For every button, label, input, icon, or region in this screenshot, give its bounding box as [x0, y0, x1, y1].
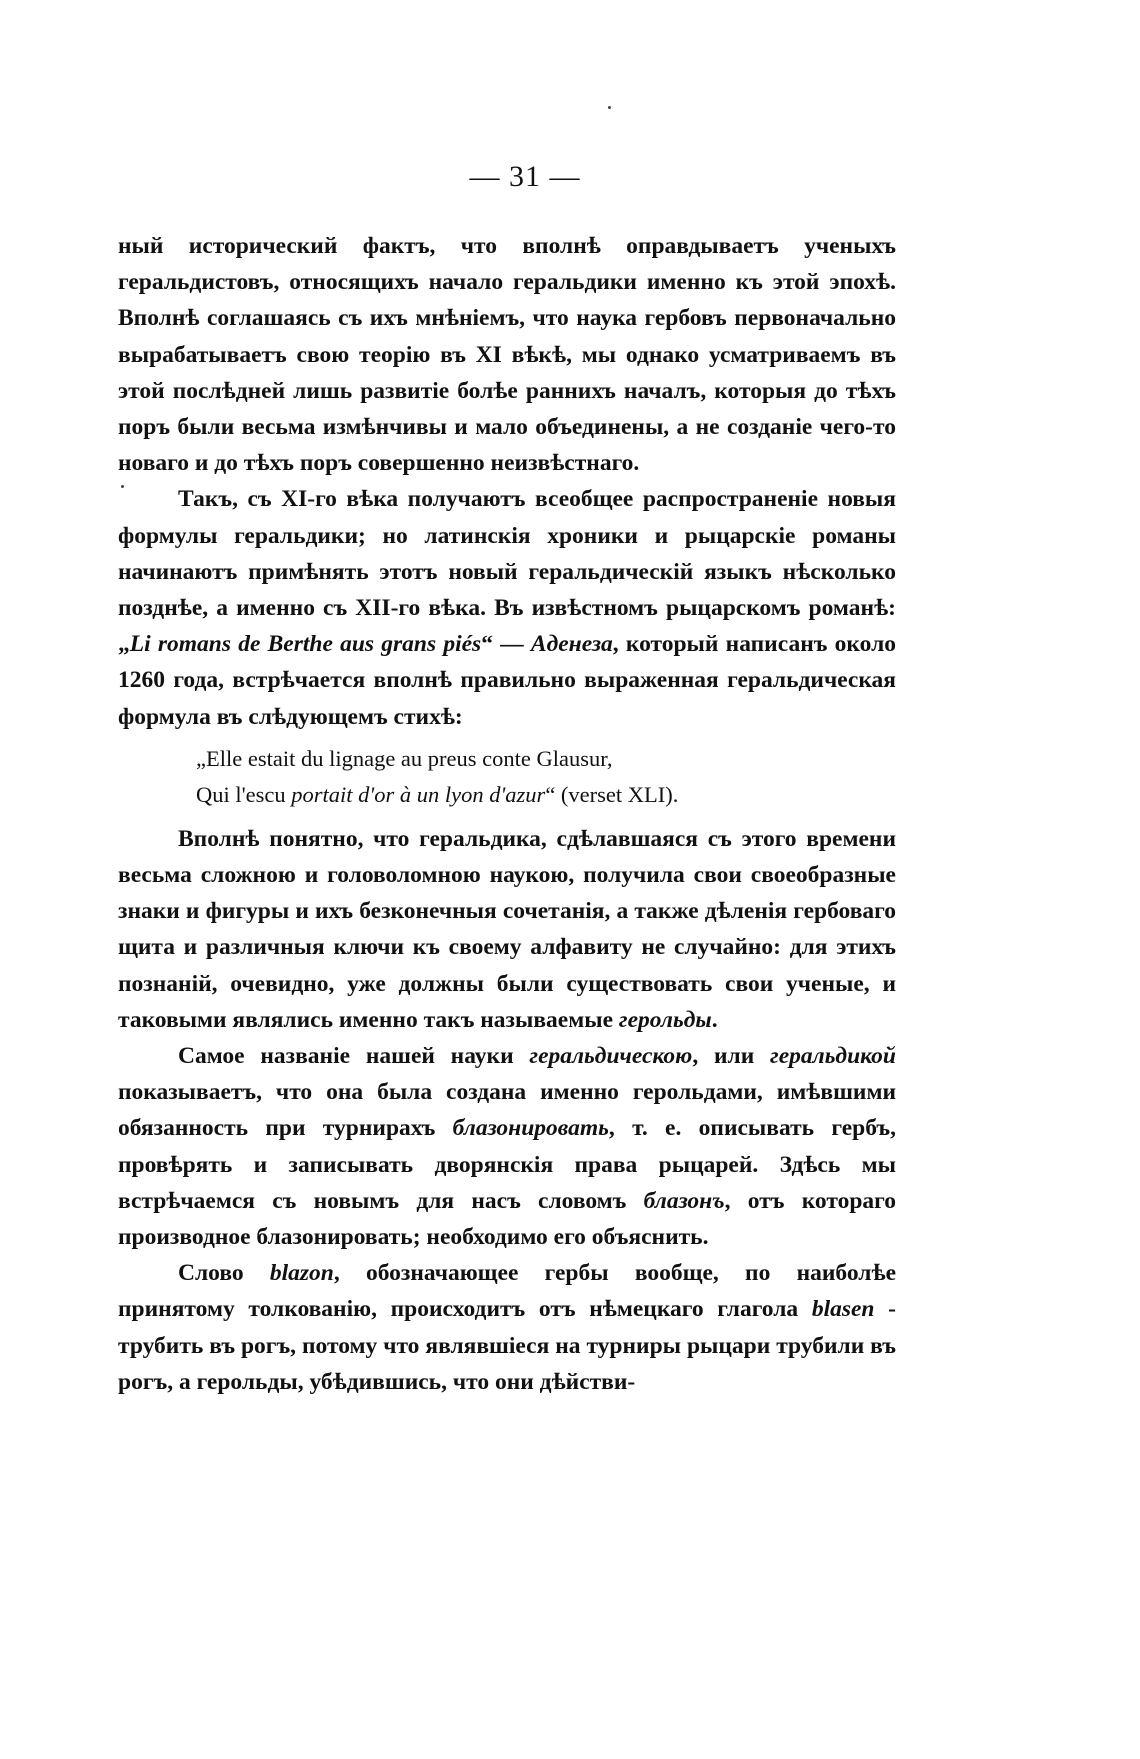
italic-run: блазонъ	[643, 1187, 725, 1214]
italic-run: blazon	[269, 1260, 334, 1287]
verse-quote	[118, 741, 896, 813]
italic-run: Li romans de Berthe aus grans piés	[129, 631, 482, 658]
text-run: Qui l'escu	[196, 781, 292, 807]
italic-run: portait d'or à un lyon d'azur	[291, 781, 546, 807]
italic-run: геральдическою	[529, 1043, 693, 1070]
verse-line-2	[196, 777, 896, 813]
text-run: - трубить въ рогъ, потому что являвшіеся на турниры рыцари трубили въ рогъ, а герольды, убѣдившись, что они дѣйстви-	[118, 1296, 896, 1395]
paragraph-4	[118, 1038, 896, 1255]
text-run: , обозначающее гербы вообще, по наиболѣе принятому толкованію, происходитъ отъ нѣмецкаго глагола	[118, 1260, 896, 1323]
text-run: “ —	[481, 631, 531, 658]
text-run: , т. е. описывать гербъ, провѣрять и записывать дворянскія права рыцарей. Здѣсь мы встрѣчаемся съ новымъ для насъ словомъ	[118, 1115, 896, 1214]
text-run: Слово	[178, 1260, 270, 1287]
text-run: , отъ котораго производное блазонировать; необходимо его объяснить.	[118, 1187, 896, 1251]
text-run: “ (verset XLI).	[545, 781, 679, 807]
text-run: „Elle estait du lignage au preus conte Glausur,	[196, 745, 613, 771]
scan-speck	[608, 106, 611, 109]
text-run: , или	[692, 1043, 771, 1070]
text-run: , который написанъ около 1260 года, встрѣчается вполнѣ правильно выраженная геральдическая формула въ слѣдующемъ стихѣ:	[118, 631, 896, 730]
page-number: — 31 —	[469, 160, 581, 193]
text-run: Такъ, съ XI-го вѣка получаютъ всеобщее распространеніе новыя формулы геральдики; но латинскія хроники и рыцарскіе романы начинаютъ примѣнять этотъ новый геральдическій языкъ нѣсколько позднѣе, а именно съ XII-го вѣка. Въ извѣстномъ рыцарскомъ романѣ: „	[118, 486, 896, 658]
paragraph-5	[118, 1255, 896, 1400]
text-run: .	[711, 1006, 718, 1033]
italic-run: геральдикой	[770, 1043, 896, 1070]
italic-run: блазонировать	[452, 1115, 609, 1142]
text-run: Самое названіе нашей науки	[178, 1043, 530, 1070]
text-run: Вполнѣ понятно, что геральдика, сдѣлавшаяся съ этого времени весьма сложною и головоломною наукою, получила свои своеобразные знаки и фигуры и ихъ безконечныя сочетанія, а также дѣленія гербоваго щита и различныя ключи къ своему алфавиту не случайно: для этихъ познаній, очевидно, уже должны были существовать свои ученые, и таковыми являлись именно такъ называемые	[118, 825, 896, 1033]
paragraph-2	[118, 481, 896, 734]
paragraph-1	[118, 228, 896, 481]
italic-run: blasen	[811, 1296, 875, 1323]
italic-run: Аденеза	[530, 631, 613, 658]
verse-line-1	[196, 741, 896, 777]
scan-speck	[121, 485, 124, 488]
italic-run: герольды	[618, 1006, 712, 1033]
text-run: ный исторический фактъ, что вполнѣ оправдываетъ ученыхъ геральдистовъ, относящихъ начало геральдики именно къ этой эпохѣ. Вполнѣ соглашаясь съ ихъ мнѣніемъ, что наука гербовъ первоначально вырабатываетъ свою теорію въ XI вѣкѣ, мы однако усматриваемъ въ этой послѣдней лишь развитіе болѣе раннихъ началъ, которыя до тѣхъ поръ были весьма измѣнчивы и мало объединены, а не созданіе чего-то новаго и до тѣхъ поръ совершенно неизвѣстнаго.	[118, 233, 896, 477]
paragraph-3	[118, 821, 896, 1038]
text-run: показываетъ, что она была создана именно герольдами, имѣвшими обязанность при турнирахъ	[118, 1079, 896, 1142]
body-text	[118, 228, 896, 1400]
